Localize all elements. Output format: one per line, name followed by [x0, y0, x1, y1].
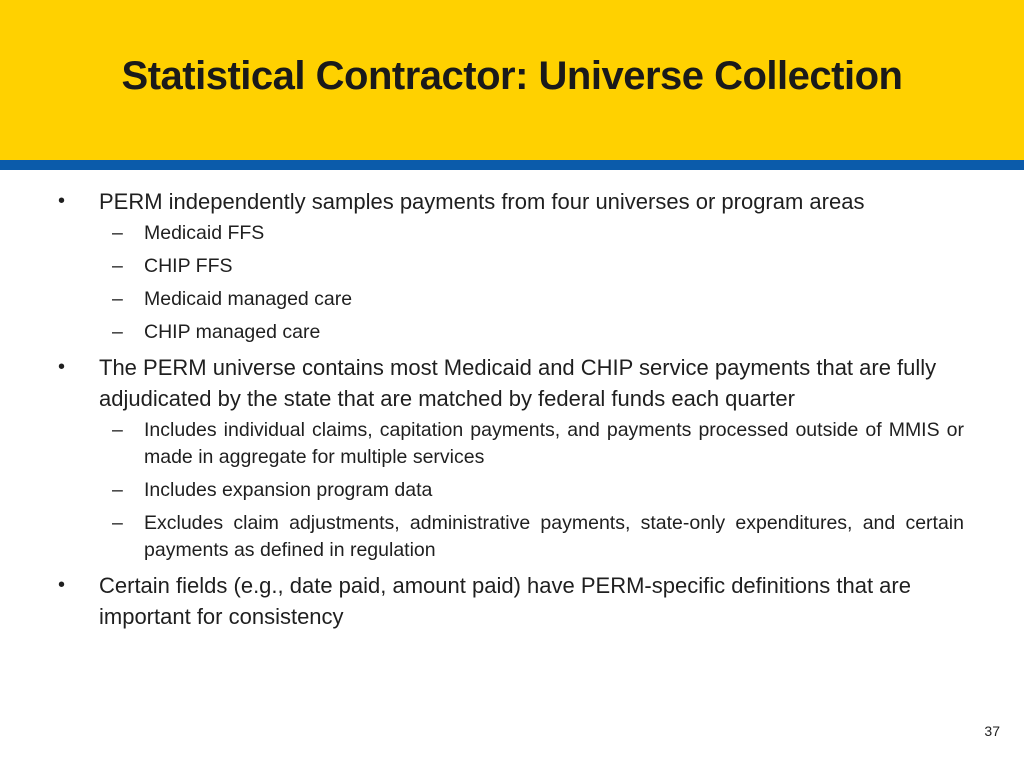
slide-body [56, 186, 964, 635]
dash-icon: – [112, 255, 123, 277]
bullet-text: PERM independently samples payments from four universes or program areas [99, 189, 865, 214]
bullet-dot-icon: • [58, 574, 66, 596]
page-number: 37 [984, 723, 1000, 739]
bullet-text: Certain fields (e.g., date paid, amount paid) have PERM-specific definitions that are important for consistency [99, 573, 911, 629]
dash-icon: – [112, 479, 123, 501]
bullet-dot-icon: • [58, 190, 66, 212]
sub-bullet-item [56, 477, 964, 504]
dash-icon: – [112, 288, 123, 310]
sub-bullet-text: CHIP managed care [144, 321, 321, 343]
bullet-dot-icon: • [58, 356, 66, 378]
sub-bullet-text: Includes individual claims, capitation payments, and payments processed outside of MMIS or made in aggregate for multiple services [144, 419, 964, 468]
sub-bullet-item [56, 417, 964, 471]
banner-divider [0, 160, 1024, 170]
sub-bullet-text: Includes expansion program data [144, 479, 433, 501]
sub-bullet-text: Medicaid managed care [144, 288, 353, 310]
bullet-text: The PERM universe contains most Medicaid and CHIP service payments that are fully adjudicated by the state that are matched by federal funds each quarter [99, 355, 937, 411]
dash-icon: – [112, 419, 123, 441]
dash-icon: – [112, 321, 123, 343]
sub-bullet-item [56, 319, 964, 346]
dash-icon: – [112, 512, 123, 534]
sub-bullet-item [56, 253, 964, 280]
bullet-item [56, 352, 964, 414]
slide-title: Statistical Contractor: Universe Collection [121, 54, 903, 98]
dash-icon: – [112, 222, 123, 244]
sub-bullet-text: Excludes claim adjustments, administrative payments, state-only expenditures, and certain payments as defined in regulation [144, 512, 964, 561]
sub-bullet-text: Medicaid FFS [144, 222, 265, 244]
sub-bullet-item [56, 220, 964, 247]
sub-bullet-text: CHIP FFS [144, 255, 233, 277]
sub-bullet-item [56, 286, 964, 313]
bullet-item [56, 570, 964, 632]
bullet-item [56, 186, 964, 217]
sub-bullet-item [56, 510, 964, 564]
